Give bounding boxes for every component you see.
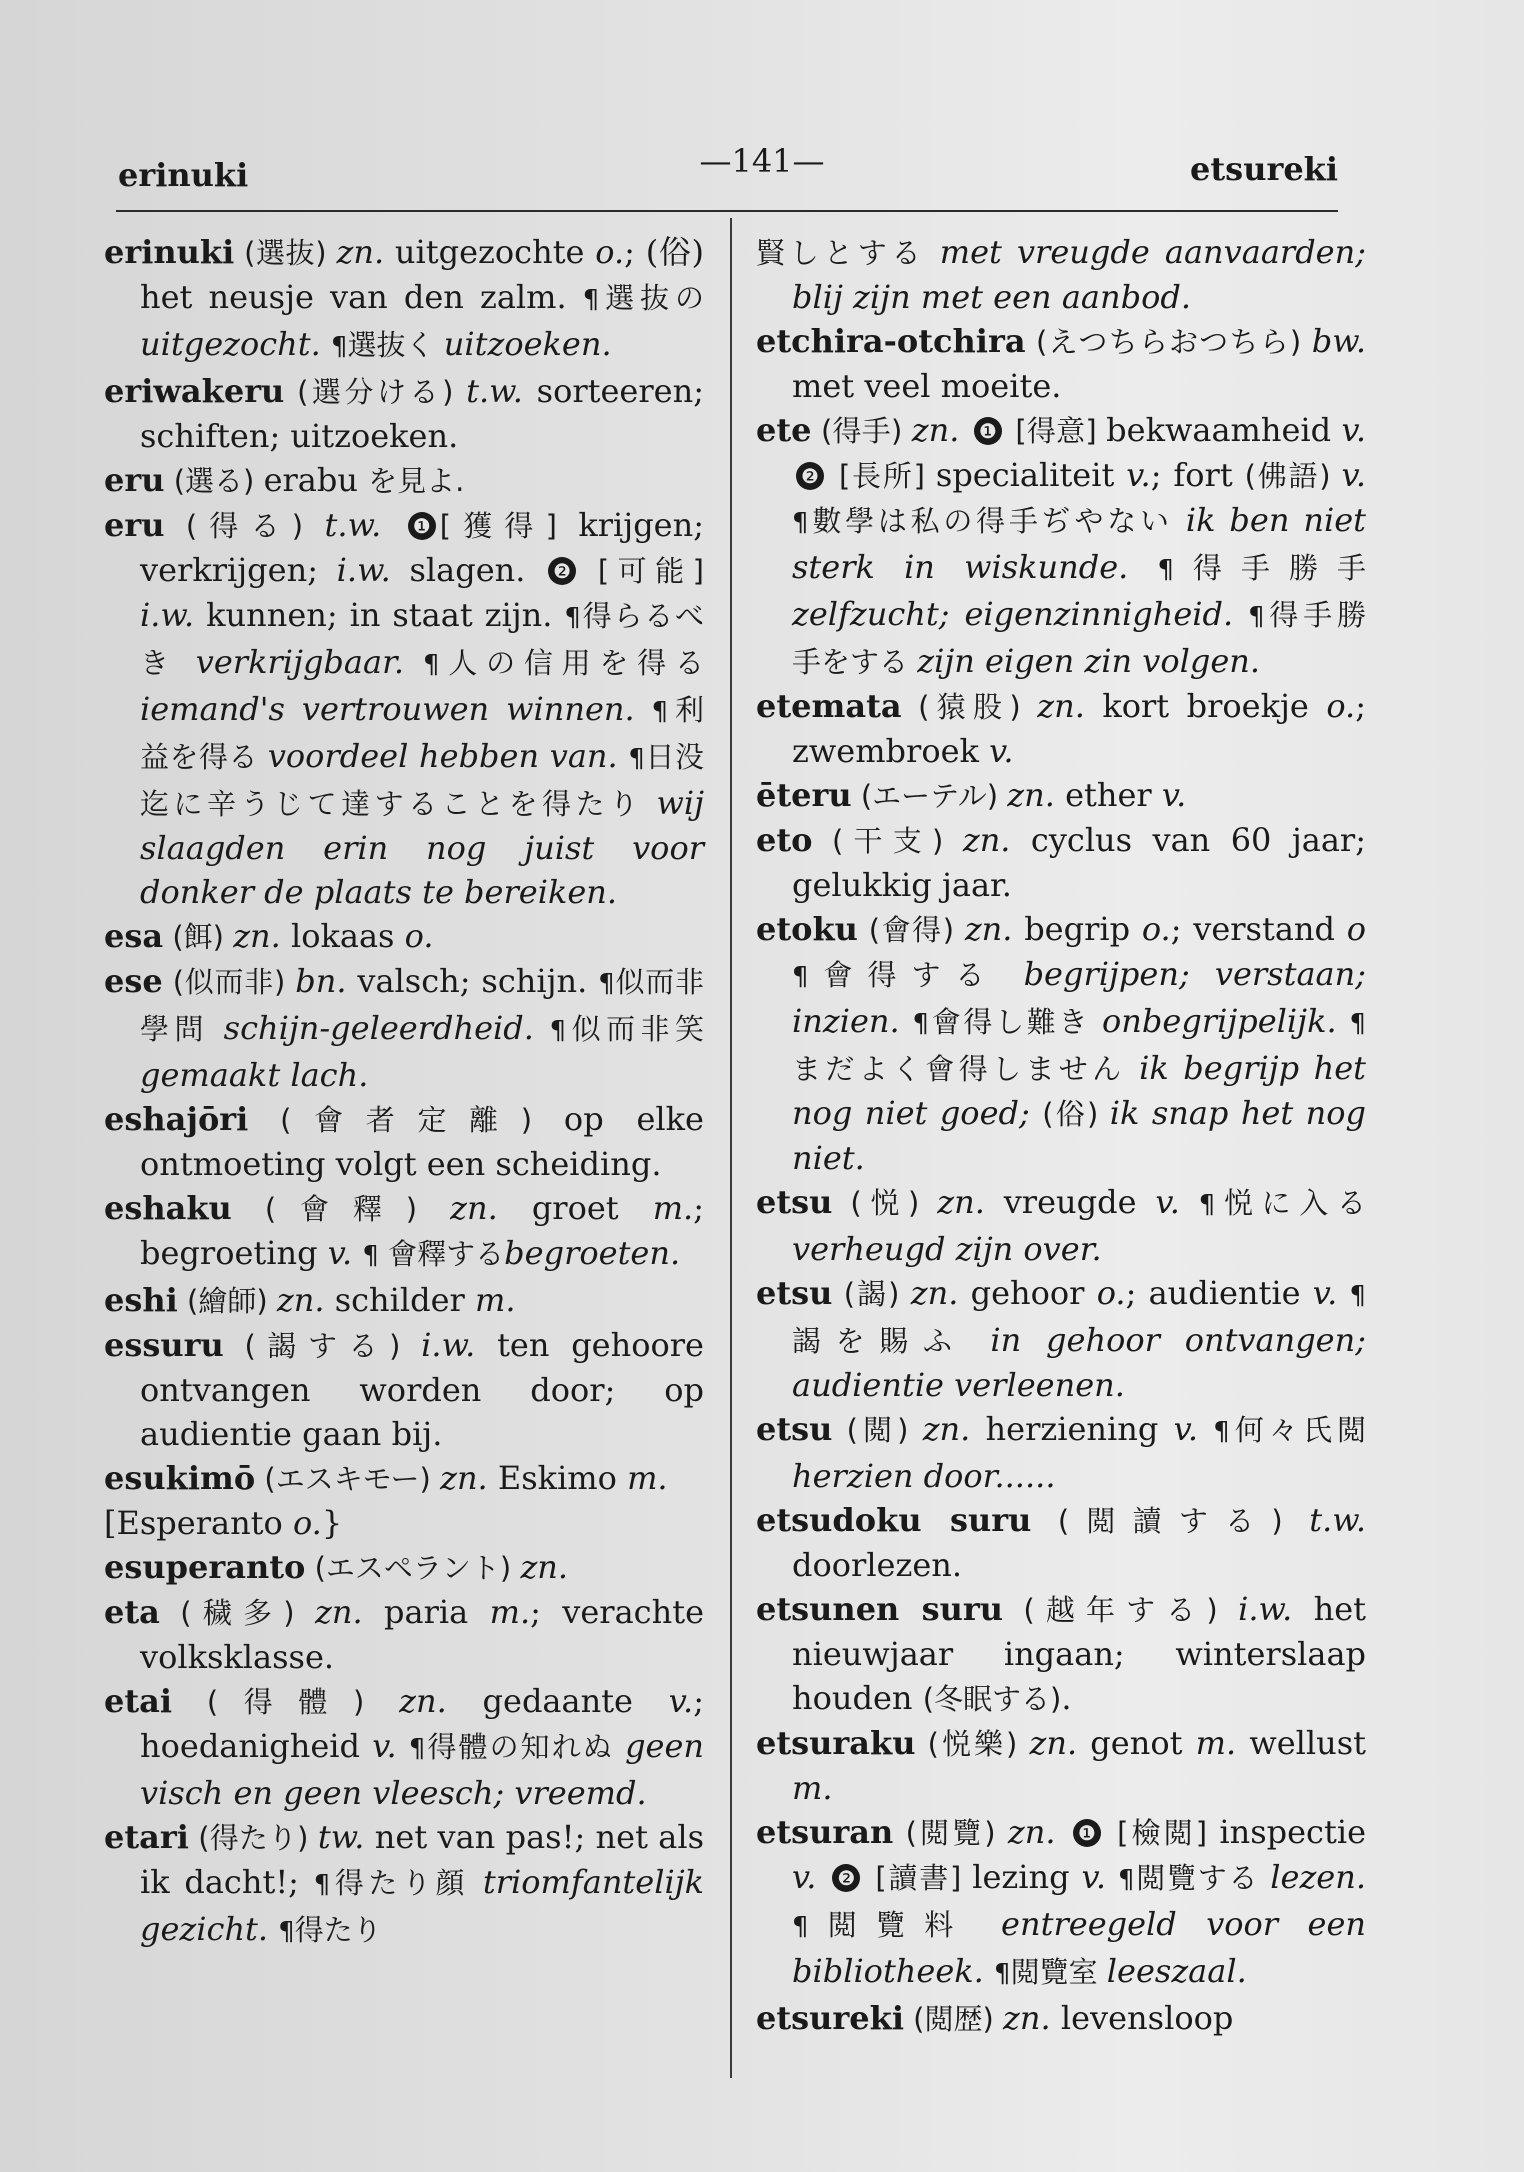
dictionary-entry <box>756 319 1366 408</box>
example-translation: herzien door...... <box>792 1457 1056 1495</box>
grammar-label: zn. <box>964 910 1013 948</box>
definition-text: ten gehoore ontvangen worden door; op audientie gaan bij. <box>140 1326 704 1453</box>
dictionary-entry <box>104 369 704 458</box>
example-translation: verheugd zijn over. <box>792 1230 1102 1268</box>
grammar-label: v. <box>327 1234 363 1272</box>
japanese-text: (閲歴) <box>903 2002 1004 2036</box>
grammar-label: o. <box>1096 1274 1126 1312</box>
headword: etsunen suru <box>756 1590 1004 1628</box>
grammar-label: v. <box>372 1727 409 1765</box>
japanese-text: (エスペラント) <box>305 1551 521 1585</box>
example-translation: ik snap het nog niet. <box>792 1094 1367 1177</box>
grammar-label: zn. <box>1037 687 1085 725</box>
japanese-text: (似而非) <box>162 965 296 999</box>
definition-text: Eskimo <box>487 1459 628 1497</box>
japanese-text: (えつちらおつちら) <box>1025 325 1312 359</box>
definition-text: wellust <box>1236 1724 1367 1762</box>
example-translation: wij slaagden erin nog juist voor donker de plaats te bereiken. <box>140 784 704 911</box>
example-translation: onbegrijpelijk. <box>1102 1002 1350 1040</box>
grammar-label: zn. <box>1003 1999 1051 2037</box>
example-translation: iemand's vertrouwen winnen. <box>140 690 652 728</box>
dictionary-entry <box>756 408 1366 684</box>
headword: eru <box>104 461 165 499</box>
dictionary-entry <box>756 1587 1366 1721</box>
definition-text: specialiteit <box>935 456 1127 494</box>
grammar-label: v. <box>1341 411 1366 449</box>
japanese-text: (得手) <box>811 414 912 448</box>
grammar-label: v. <box>1081 1858 1118 1896</box>
definition-text: ; begroeting <box>140 1189 704 1272</box>
japanese-text: (越年する) <box>1003 1593 1239 1627</box>
definition-text: herziening <box>970 1410 1174 1448</box>
dictionary-entry <box>104 1501 704 1545</box>
dictionary-entry <box>756 1271 1366 1407</box>
grammar-label: o <box>1346 910 1366 948</box>
japanese-text: 得手勝手 <box>1174 551 1366 585</box>
definition-text: kunnen; in staat zijn. <box>194 596 565 634</box>
japanese-text: 閲覽料 <box>808 1908 1002 1942</box>
dictionary-entry <box>104 1815 704 1954</box>
headword: etchira-otchira <box>756 322 1026 360</box>
grammar-label: o. <box>1326 687 1356 725</box>
definition-text: [Esperanto <box>104 1504 293 1542</box>
definition-text: genot <box>1077 1724 1196 1762</box>
headword: etsuraku <box>756 1724 916 1762</box>
pilcrow-marker: ¶ <box>1213 1417 1230 1447</box>
pilcrow-marker: ¶ <box>422 650 440 680</box>
definition-text: ; zwembroek <box>792 687 1366 770</box>
pilcrow-marker: ¶ <box>1349 1009 1367 1039</box>
japanese-text: (得る) <box>164 509 325 543</box>
grammar-label: v. <box>1161 776 1187 814</box>
definition-text: begrip <box>1012 910 1142 948</box>
example-translation: uitgezocht. <box>140 325 331 363</box>
definition-text: sorteeren; schiften; uitzoeken. <box>140 372 704 455</box>
grammar-label: zn. <box>399 1682 447 1720</box>
pilcrow-marker: ¶ <box>408 1734 426 1764</box>
definition-text: ; audientie <box>1125 1274 1313 1312</box>
grammar-label: zn. <box>1007 1813 1069 1851</box>
definition-text: vreugde <box>984 1183 1156 1221</box>
example-translation: zelfzucht; eigenzinnigheid. <box>792 595 1249 633</box>
japanese-text: (得たり) <box>188 1821 318 1855</box>
japanese-text: (干支) <box>812 824 963 858</box>
grammar-label: zn. <box>440 1459 488 1497</box>
japanese-text: 會釋する <box>378 1237 505 1271</box>
pilcrow-marker: ¶ <box>564 603 581 633</box>
definition-text: lezing <box>972 1858 1082 1896</box>
japanese-text: 何々氏閲 <box>1229 1413 1366 1447</box>
headword: erinuki <box>104 233 235 271</box>
japanese-text: (餌) <box>163 920 234 954</box>
japanese-text: 悦に入る <box>1215 1186 1366 1220</box>
grammar-label: v. <box>668 1682 694 1720</box>
grammar-label: m. <box>489 1593 531 1631</box>
grammar-label: v. <box>1155 1183 1199 1221</box>
definition-text: gehoor <box>958 1274 1097 1312</box>
japanese-text: (猿股) <box>901 690 1038 724</box>
dictionary-entry <box>104 1679 704 1815</box>
grammar-label: zn. <box>922 1410 971 1448</box>
dictionary-entry <box>104 914 704 959</box>
pilcrow-marker: ¶ <box>549 1016 567 1046</box>
pilcrow-marker: ¶ <box>330 332 348 362</box>
definition-text: ; fort <box>1150 456 1245 494</box>
dictionary-entry <box>756 1721 1366 1810</box>
grammar-label: v. <box>1341 456 1366 494</box>
example-translation: begroeten. <box>504 1234 681 1272</box>
japanese-text: 謁を賜ふ <box>792 1324 991 1358</box>
definition-text: ether <box>1054 776 1162 814</box>
sense-number: ❶ <box>974 417 1002 445</box>
headword: eriwakeru <box>104 372 285 410</box>
definition-text: lokaas <box>280 917 405 955</box>
definition-text: ; verachte volksklasse. <box>140 1593 705 1676</box>
japanese-text: (會釋) <box>231 1192 451 1226</box>
japanese-text: 得たり <box>294 1913 382 1947</box>
grammar-label: zn. <box>962 821 1011 859</box>
pilcrow-marker: ¶ <box>1117 1865 1135 1895</box>
definition-text: kort broekje <box>1084 687 1327 725</box>
japanese-text: (悦樂) <box>915 1727 1030 1761</box>
dictionary-entry <box>756 230 1366 319</box>
example-translation: geen visch en geen vleesch; vreemd. <box>140 1727 705 1812</box>
grammar-label: m. <box>475 1281 516 1319</box>
japanese-text: (選る) <box>164 464 264 498</box>
definition-text: paria <box>362 1593 490 1631</box>
japanese-text: を見よ. <box>368 464 465 498</box>
japanese-text: 似而非笑 <box>566 1012 705 1046</box>
right-guide-word: etsureki <box>1190 150 1338 188</box>
japanese-text: 得らるべき <box>140 599 704 680</box>
dictionary-entry <box>756 907 1366 1180</box>
pilcrow-marker: ¶ <box>792 508 809 538</box>
grammar-label: m. <box>627 1459 668 1497</box>
japanese-text: [讀書] <box>864 1861 973 1895</box>
definition-text: slagen. <box>390 551 545 589</box>
grammar-label: zn. <box>911 411 970 449</box>
pilcrow-marker: ¶ <box>1198 1190 1216 1220</box>
japanese-text: (佛語) <box>1244 459 1342 493</box>
grammar-label: v. <box>1312 1274 1350 1312</box>
japanese-text: 會得し難き <box>929 1005 1103 1039</box>
dictionary-entry <box>104 1456 704 1501</box>
japanese-text: (選分ける) <box>284 375 467 409</box>
dictionary-entry <box>756 684 1366 773</box>
definition-text: inspectie <box>1219 1813 1366 1851</box>
example-translation: gemaakt lach. <box>140 1056 369 1094</box>
japanese-text: 人の信用を得る <box>439 646 704 680</box>
example-translation: uitzoeken. <box>443 325 612 363</box>
grammar-label: bn. <box>295 962 347 1000</box>
dictionary-entry <box>104 230 704 369</box>
dictionary-entry <box>104 1590 704 1679</box>
grammar-label: t.w. <box>466 372 523 410</box>
definition-text: krijgen; verkrijgen; <box>140 506 704 589</box>
grammar-label: zn. <box>1007 776 1055 814</box>
japanese-text: (閲讀する) <box>1031 1504 1310 1538</box>
pilcrow-marker: ¶ <box>792 962 809 992</box>
japanese-text: (會得) <box>857 913 965 947</box>
dictionary-entry <box>756 1180 1366 1271</box>
grammar-label: m. <box>792 1769 833 1807</box>
grammar-label: i.w. <box>1238 1590 1293 1628</box>
dictionary-entry <box>104 458 704 503</box>
grammar-label: t.w. <box>1309 1501 1366 1539</box>
japanese-text: [可能] <box>580 554 704 588</box>
dictionary-entry <box>104 1097 704 1186</box>
japanese-text: 閲覽室 <box>1010 1955 1107 1989</box>
japanese-text: [檢閲] <box>1104 1816 1220 1850</box>
pilcrow-marker: ¶ <box>313 1870 331 1900</box>
dictionary-entry <box>104 1186 704 1278</box>
example-translation: verkrijgbaar. <box>195 643 423 681</box>
japanese-text: (冬眠する) <box>922 1682 1062 1716</box>
sense-number: ❷ <box>832 1864 860 1892</box>
example-translation: voordeel hebben van. <box>267 737 629 775</box>
page-number: —141— <box>699 142 825 180</box>
definition-text: erabu <box>263 461 369 499</box>
japanese-text: [長所] <box>828 459 936 493</box>
pilcrow-marker: ¶ <box>1157 555 1175 585</box>
headword: eto <box>756 821 813 859</box>
example-translation: ik begrijp het nog niet goed; <box>792 1049 1367 1132</box>
grammar-label: i.w. <box>336 551 391 589</box>
headword: esukimō <box>104 1459 256 1497</box>
sense-number: ❶ <box>408 512 436 540</box>
japanese-text: (得體) <box>172 1685 400 1719</box>
japanese-text: 選抜く <box>347 328 444 362</box>
example-translation: met vreugde aanvaarden; blij zijn met een aanbod. <box>792 233 1367 316</box>
grammar-label: bw. <box>1311 322 1366 360</box>
headword: etsureki <box>756 1999 904 2037</box>
japanese-text: (繪師) <box>177 1284 277 1318</box>
definition-text: . <box>1061 1679 1072 1717</box>
definition-text: doorlezen. <box>792 1546 963 1584</box>
japanese-text: 似而非學問 <box>140 965 704 1046</box>
grammar-label: i.w. <box>421 1326 476 1364</box>
grammar-label: zn. <box>910 1274 959 1312</box>
definition-text: het nieuwjaar ingaan; winterslaap houden <box>792 1590 1367 1717</box>
dictionary-entry <box>104 503 704 914</box>
example-translation: in gehoor ontvangen; audientie verleenen. <box>792 1321 1367 1404</box>
headword: etai <box>104 1682 173 1720</box>
headword: etari <box>104 1818 189 1856</box>
grammar-label: v. <box>792 1858 829 1896</box>
japanese-text: まだよく會得しません <box>792 1052 1140 1086</box>
grammar-label: zn. <box>1029 1724 1078 1762</box>
japanese-text: 會得する <box>808 958 1024 992</box>
headword: eru <box>104 506 165 544</box>
japanese-text: 利益を得る <box>140 693 704 774</box>
headword: ēteru <box>756 776 852 814</box>
definition-text: cyclus van 60 jaar; gelukkig jaar. <box>792 821 1366 904</box>
japanese-text: (謁) <box>832 1277 911 1311</box>
japanese-text: (閲) <box>832 1413 923 1447</box>
pilcrow-marker: ¶ <box>582 285 600 315</box>
headword: etsu <box>756 1183 833 1221</box>
headword: etsuran <box>756 1813 894 1851</box>
grammar-label: i.w. <box>140 596 195 634</box>
japanese-text: (閲覽) <box>893 1816 1008 1850</box>
japanese-text: 日没迄に辛うじて達することを得たり <box>140 740 704 821</box>
definition-text: net van pas!; net als ik dacht!; <box>140 1818 704 1901</box>
definition-text: ; (俗) het neusje van den zalm. <box>140 233 704 316</box>
dictionary-entry <box>104 959 704 1097</box>
pilcrow-marker: ¶ <box>1349 1281 1367 1311</box>
pilcrow-marker: ¶ <box>651 697 669 727</box>
example-translation: begrijpen; verstaan; inzien. <box>792 955 1367 1040</box>
japanese-text: (悦) <box>832 1186 938 1220</box>
example-translation: entreegeld voor een bibliotheek. <box>792 1905 1367 1990</box>
pilcrow-marker: ¶ <box>912 1009 930 1039</box>
headword: essuru <box>104 1326 224 1364</box>
grammar-label: zn. <box>450 1189 498 1227</box>
sense-number: ❷ <box>548 557 576 585</box>
column-divider <box>730 218 732 2078</box>
japanese-text: 得たり顔 <box>330 1866 483 1900</box>
grammar-label: zn. <box>233 917 281 955</box>
grammar-label: o. <box>595 233 625 271</box>
page-header <box>0 138 1524 194</box>
headword: etsu <box>756 1274 833 1312</box>
definition-text: uitgezochte <box>384 233 596 271</box>
grammar-label: zn. <box>276 1281 325 1319</box>
headword: etsu <box>756 1410 833 1448</box>
grammar-label: o. <box>292 1504 322 1542</box>
example-translation: ik ben niet sterk in wiskunde. <box>792 501 1367 586</box>
japanese-text: 閲覽する <box>1134 1861 1271 1895</box>
example-translation: triomfantelijk gezicht. <box>140 1863 704 1948</box>
grammar-label: m. <box>652 1189 694 1227</box>
japanese-text: (俗) <box>1042 1097 1110 1131</box>
dictionary-entry <box>756 818 1366 907</box>
grammar-label: zn. <box>336 233 385 271</box>
definition-text: levensloop <box>1050 1999 1234 2037</box>
pilcrow-marker: ¶ <box>598 969 615 999</box>
grammar-label: zn. <box>520 1548 569 1586</box>
grammar-label: o. <box>404 917 434 955</box>
definition-text: valsch; schijn. <box>346 962 599 1000</box>
definition-text: } <box>321 1504 343 1542</box>
example-translation: zijn eigen zin volgen. <box>917 642 1261 680</box>
definition-text: bekwaamheid <box>1106 411 1342 449</box>
japanese-text: 得手勝手をする <box>792 598 1366 679</box>
japanese-text: (謁する) <box>223 1329 422 1363</box>
dictionary-entry <box>756 773 1366 818</box>
grammar-label: v. <box>989 732 1014 770</box>
dictionary-entry <box>104 1545 704 1590</box>
sense-number: ❶ <box>1073 1819 1101 1847</box>
headword: esa <box>104 917 164 955</box>
headword: eta <box>104 1593 160 1631</box>
definition-text: gedaante <box>446 1682 669 1720</box>
grammar-label: v. <box>1126 456 1151 494</box>
example-translation: lezen. <box>1270 1858 1367 1896</box>
pilcrow-marker: ¶ <box>1248 602 1265 632</box>
headword: eshi <box>104 1281 178 1319</box>
grammar-label: zn. <box>937 1183 985 1221</box>
japanese-text: 數學は私の得手ぢやない <box>808 504 1186 538</box>
dictionary-entry <box>756 1810 1366 1996</box>
header-rule <box>116 210 1338 212</box>
grammar-label: m. <box>1195 1724 1237 1762</box>
japanese-text: (選抜) <box>234 236 337 270</box>
headword: etemata <box>756 687 902 725</box>
pilcrow-marker: ¶ <box>994 1959 1011 1989</box>
headword: eshaku <box>104 1189 232 1227</box>
definition-text: groet <box>497 1189 653 1227</box>
pilcrow-marker: ¶ <box>628 744 645 774</box>
japanese-text: [得意] <box>1005 414 1107 448</box>
japanese-text: [獲得] <box>439 509 579 543</box>
right-column <box>756 230 1366 2041</box>
japanese-text: (穢多) <box>159 1596 316 1630</box>
japanese-text: (エーテル) <box>851 779 1008 813</box>
example-translation: leeszaal. <box>1106 1952 1247 1990</box>
dictionary-entry <box>756 1407 1366 1498</box>
definition-text: ; hoedanigheid <box>140 1682 704 1765</box>
headword: ete <box>756 411 812 449</box>
sense-number: ❷ <box>796 462 824 490</box>
headword: ese <box>104 962 163 1000</box>
definition-text: ; verstand <box>1170 910 1347 948</box>
left-column <box>104 230 704 1954</box>
japanese-text: (會者定離) <box>248 1103 564 1137</box>
left-guide-word: erinuki <box>118 156 249 194</box>
headword: etsudoku suru <box>756 1501 1032 1539</box>
dictionary-entry <box>104 1278 704 1323</box>
definition-text: met veel moeite. <box>792 367 1062 405</box>
dictionary-entry <box>756 1996 1366 2041</box>
grammar-label: zn. <box>315 1593 363 1631</box>
definition-text: op elke ontmoeting volgt een scheiding. <box>140 1100 704 1183</box>
grammar-label: o. <box>1141 910 1171 948</box>
pilcrow-marker: ¶ <box>792 1912 809 1942</box>
grammar-label: tw. <box>317 1818 365 1856</box>
japanese-text: (エスキモー) <box>255 1462 441 1496</box>
japanese-text: 賢しとする <box>756 236 940 270</box>
example-translation: schijn-geleerdheid. <box>223 1009 550 1047</box>
grammar-label: t.w. <box>324 506 404 544</box>
headword: esuperanto <box>104 1548 306 1586</box>
dictionary-entry <box>756 1498 1366 1587</box>
pilcrow-marker: ¶ <box>278 1917 295 1947</box>
pilcrow-marker: ¶ <box>362 1241 379 1271</box>
definition-text: schilder <box>324 1281 475 1319</box>
grammar-label: v. <box>1173 1410 1214 1448</box>
dictionary-entry <box>104 1323 704 1456</box>
headword: etoku <box>756 910 858 948</box>
headword: eshajōri <box>104 1100 249 1138</box>
japanese-text: 得體の知れぬ <box>425 1730 626 1764</box>
japanese-text: 選抜の <box>599 281 704 315</box>
